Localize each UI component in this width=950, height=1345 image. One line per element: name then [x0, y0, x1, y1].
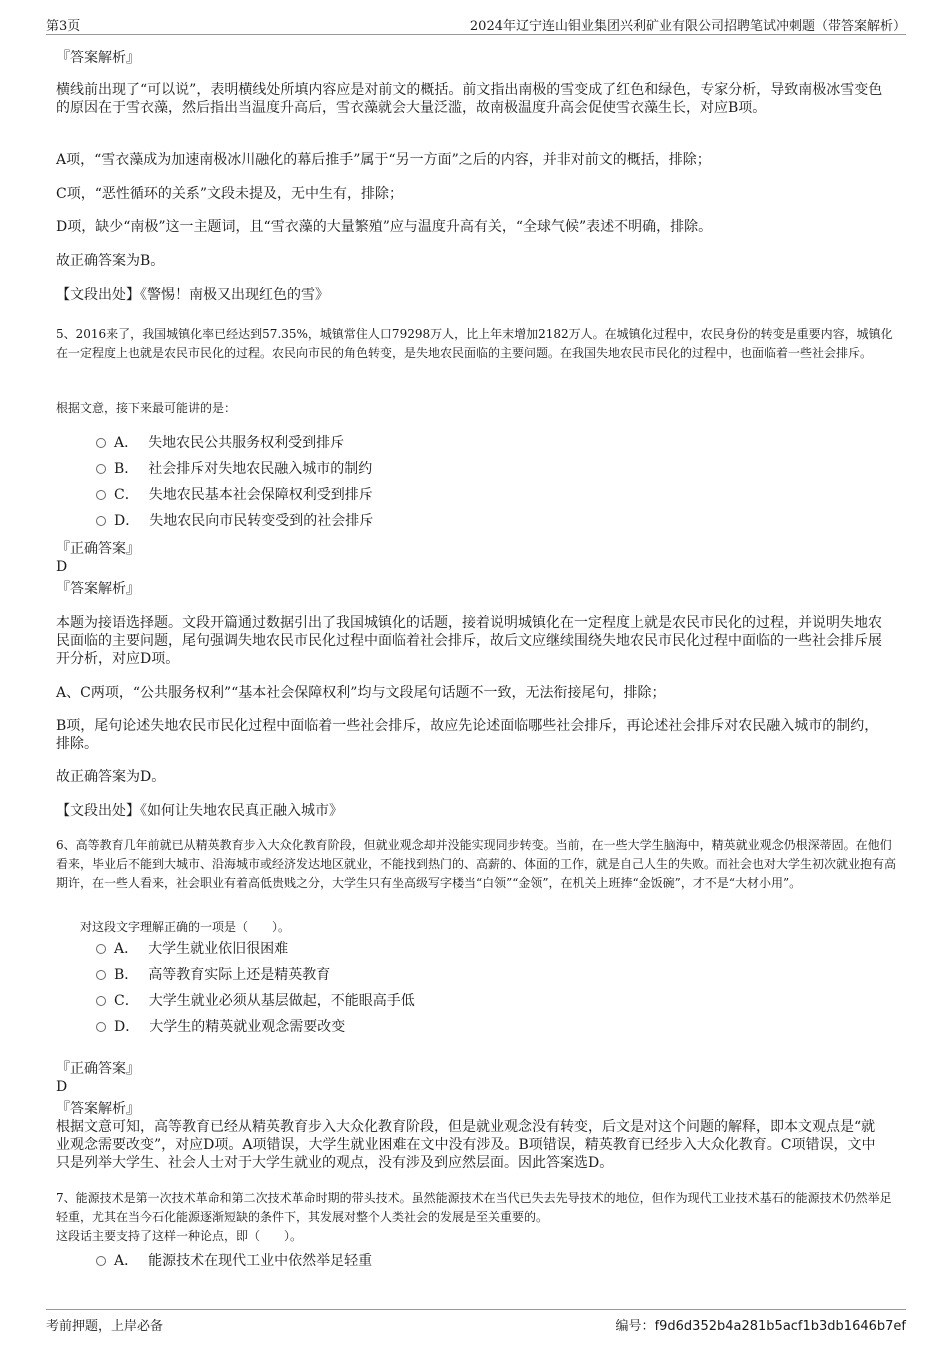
- q5-analysis-label: 『答案解析』: [56, 581, 140, 597]
- q5-source: 【文段出处】《如何让失地农民真正融入城市》: [56, 803, 343, 819]
- q5-analysis-para: 本题为接语选择题。文段开篇通过数据引出了我国城镇化的话题，接着说明城镇化在一定程度上就是农民市民化的过程，并说明失地农民面临的主要问题，尾句强调失地农民市民化过程中面临着社会排斥，故后文应继续围绕失地农民市民化过程中面临的一些社会排斥展开分析，对应D项。: [56, 615, 882, 667]
- q6-answer: D: [56, 1079, 68, 1095]
- q7-question: 这段话主要支持了这样一种论点，即（ ）。: [56, 1229, 303, 1243]
- q6-analysis-label: 『答案解析』: [56, 1101, 140, 1117]
- q6-option-b[interactable]: B． 高等教育实际上还是精英教育: [96, 966, 330, 984]
- q6-question: 对这段文字理解正确的一项是（ ）。: [80, 920, 291, 934]
- radio-icon[interactable]: [96, 1256, 106, 1266]
- q4-analysis-para: 横线前出现了“可以说”，表明横线处所填内容应是对前文的概括。前文指出南极的雪变成了红色和绿色，专家分析，导致南极冰雪变色的原因在于雪衣藻，然后指出当温度升高后，雪衣藻就会大量泛滥，故南极温度升高会促使雪衣藻生长，对应B项。: [56, 82, 883, 116]
- radio-icon[interactable]: [96, 464, 106, 474]
- q5-question: 根据文意，接下来最可能讲的是：: [56, 401, 237, 415]
- q6-stem: 6、高等教育几年前就已从精英教育步入大众化教育阶段，但就业观念却并没能实现同步转变。当前，在一些大学生脑海中，精英就业观念仍根深蒂固。在他们看来，毕业后不能到大城市、沿海城市或经济发达地区就业，不能找到热门的、高薪的、体面的工作，就是自己人生的失败。而社会也对大学生初次就业抱有高期许，在一些人看来，社会职业有着高低贵贱之分，大学生只有坐高级写字楼当“白领”“金领”，在机关上班捧“金饭碗”，才不是“大材小用”。: [56, 838, 897, 890]
- q6-option-d[interactable]: D． 大学生的精英就业观念需要改变: [96, 1018, 345, 1036]
- radio-icon[interactable]: [96, 516, 106, 526]
- document-title: 2024年辽宁连山钼业集团兴利矿业有限公司招聘笔试冲刺题（带答案解析）: [469, 19, 906, 34]
- q6-answer-label: 『正确答案』: [56, 1061, 140, 1077]
- q5-option-c[interactable]: C． 失地农民基本社会保障权利受到排斥: [96, 486, 373, 504]
- page-footer: [46, 1309, 906, 1334]
- q6-option-a[interactable]: A． 大学生就业依旧很困难: [96, 940, 288, 958]
- q4-source: 【文段出处】《警惕！南极又出现红色的雪》: [56, 287, 329, 303]
- q5-answer: D: [56, 559, 68, 575]
- q4-conclusion: 故正确答案为B。: [56, 253, 165, 269]
- radio-icon[interactable]: [96, 996, 106, 1006]
- footer-slogan: 考前押题，上岸必备: [46, 1319, 164, 1334]
- q5-stem: 5、2016来了，我国城镇化率已经达到57.35%，城镇常住人口79298万人，比上年末增加2182万人。在城镇化过程中，农民身份的转变是重要内容，城镇化在一定程度上也就是农民市民化的过程。农民向市民的角色转变，是失地农民面临的主要问题。在我国失地农民市民化的过程中，也面临着一些社会排斥。: [56, 327, 893, 360]
- radio-icon[interactable]: [96, 490, 106, 500]
- q5-option-a[interactable]: A． 失地农民公共服务权利受到排斥: [96, 434, 344, 452]
- q4-analysis-para: D项，缺少“南极”这一主题词，且“雪衣藻的大量繁殖”应与温度升高有关，“全球气候”表述不明确，排除。: [56, 219, 713, 235]
- q6-option-c[interactable]: C． 大学生就业必须从基层做起，不能眼高手低: [96, 992, 415, 1010]
- q5-option-b[interactable]: B． 社会排斥对失地农民融入城市的制约: [96, 460, 372, 478]
- q7-option-a[interactable]: A． 能源技术在现代工业中依然举足轻重: [96, 1252, 372, 1270]
- q4-analysis-label: 『答案解析』: [56, 50, 140, 66]
- radio-icon[interactable]: [96, 970, 106, 980]
- radio-icon[interactable]: [96, 438, 106, 448]
- code-label: 编号：: [615, 1319, 655, 1334]
- q5-conclusion: 故正确答案为D。: [56, 769, 166, 785]
- q5-option-d[interactable]: D． 失地农民向市民转变受到的社会排斥: [96, 512, 373, 530]
- q5-analysis-para: A、C两项，“公共服务权利”“基本社会保障权利”均与文段尾句话题不一致，无法衔接尾句，排除；: [56, 685, 666, 701]
- document-code: [616, 1315, 906, 1334]
- q6-analysis-para: 根据文意可知，高等教育已经从精英教育步入大众化教育阶段，但是就业观念没有转变，后文是对这个问题的解释，即本文观点是“就业观念需要改变”，对应D项。A项错误，大学生就业困难在文中没有涉及。B项错误，精英教育已经步入大众化教育。C项错误，文中只是列举大学生、社会人士对于大学生就业的观点，没有涉及到应然层面。因此答案选D。: [56, 1119, 876, 1171]
- q5-analysis-para: B项，尾句论述失地农民市民化过程中面临着一些社会排斥，故应先论述面临哪些社会排斥，再论述社会排斥对农民融入城市的制约，排除。: [56, 718, 879, 752]
- q4-analysis-para: A项，“雪衣藻成为加速南极冰川融化的幕后推手”属于“另一方面”之后的内容，并非对前文的概括，排除；: [56, 152, 711, 168]
- radio-icon[interactable]: [96, 944, 106, 954]
- radio-icon[interactable]: [96, 1022, 106, 1032]
- q7-stem: 7、能源技术是第一次技术革命和第二次技术革命时期的带头技术。虽然能源技术在当代已失去先导技术的地位，但作为现代工业技术基石的能源技术仍然举足轻重，尤其在当今石化能源逐渐短缺的条件下，其发展对整个人类社会的发展是至关重要的。: [56, 1191, 892, 1224]
- code-value: f9d6d352b4a281b5acf1b3db1646b7ef: [654, 1319, 906, 1334]
- q4-analysis-para: C项，“恶性循环的关系”文段未提及，无中生有，排除；: [56, 186, 404, 202]
- page-number: 第3页: [46, 19, 81, 34]
- q5-answer-label: 『正确答案』: [56, 541, 140, 557]
- page-header: [46, 14, 906, 35]
